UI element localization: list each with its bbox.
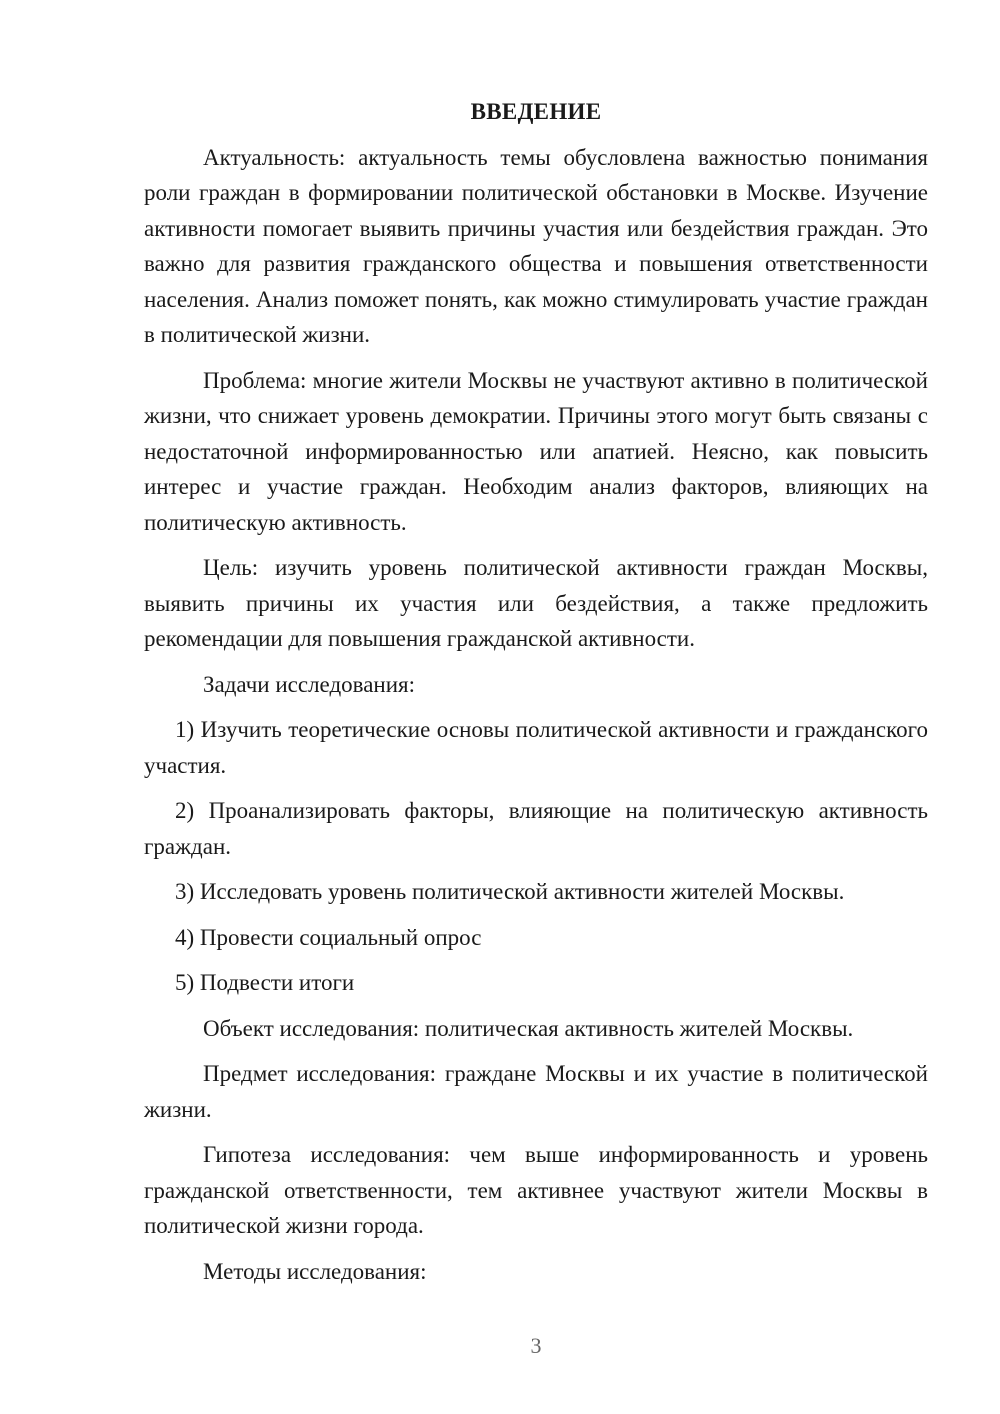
task-item-4: 4) Провести социальный опрос (175, 924, 482, 950)
tasks-heading: Задачи исследования: (203, 671, 416, 697)
relevance-paragraph: Актуальность: актуальность темы обусловлена важностью понимания роли граждан в формировании политической обстановки в Москве. Изучение активности помогает выявить причины участия или бездействия граждан. Это важно для развития гражданского общества и повышения ответственности населения. Анализ поможет понять, как можно стимулировать участие граждан в политической жизни. (144, 144, 928, 347)
task-item-5: 5) Подвести итоги (175, 970, 355, 995)
document-page (144, 94, 928, 1299)
task-item-3: 3) Исследовать уровень политической активности жителей Москвы. (175, 879, 845, 904)
problem-paragraph: Проблема: многие жители Москвы не участвуют активно в политической жизни, что снижает уровень демократии. Причины этого могут быть связаны с недостаточной информированностью или апатией. Неясно, как повысить интерес и участие граждан. Необходим анализ факторов, влияющих на политическую активность. (144, 367, 928, 535)
methods-heading: Методы исследования: (203, 1258, 427, 1284)
subject-paragraph: Предмет исследования: граждане Москвы и их участие в политической жизни. (144, 1061, 928, 1122)
goal-paragraph: Цель: изучить уровень политической активности граждан Москвы, выявить причины их участия или бездействия, а также предложить рекомендации для повышения гражданской активности. (144, 555, 928, 651)
tasks-list (144, 712, 928, 1001)
task-item-2: 2) Проанализировать факторы, влияющие на политическую активность граждан. (144, 798, 928, 859)
object-paragraph: Объект исследования: политическая активность жителей Москвы. (203, 1015, 854, 1041)
page-number: 3 (530, 1333, 542, 1358)
task-item-1: 1) Изучить теоретические основы политической активности и гражданского участия. (144, 717, 928, 778)
hypothesis-paragraph: Гипотеза исследования: чем выше информированность и уровень гражданской ответственности, тем активнее участвуют жители Москвы в политической жизни города. (144, 1142, 928, 1238)
section-title: ВВЕДЕНИЕ (470, 99, 602, 124)
